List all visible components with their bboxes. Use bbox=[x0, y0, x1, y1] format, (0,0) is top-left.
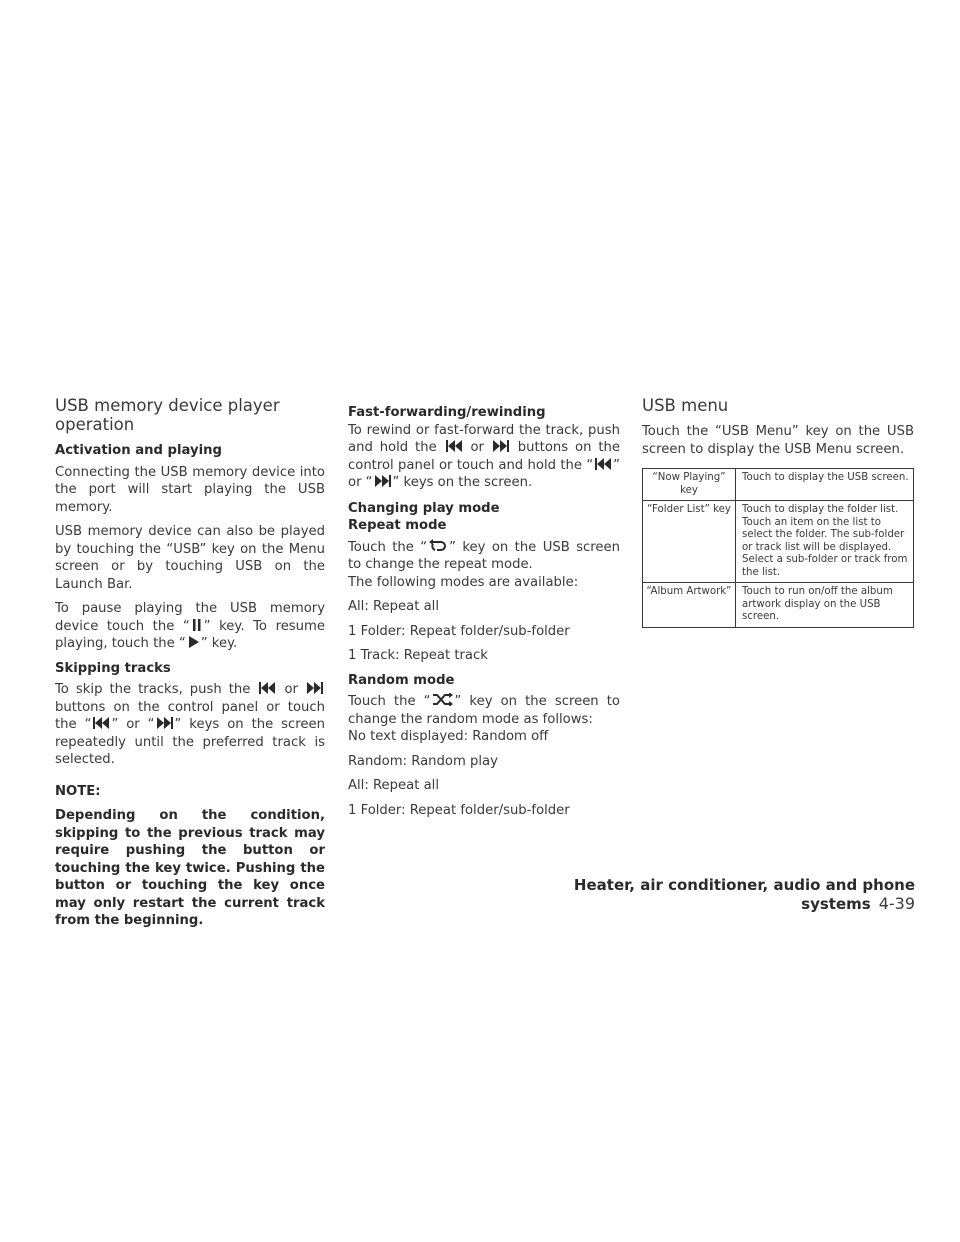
column-right bbox=[642, 396, 914, 628]
next-track-icon bbox=[375, 475, 391, 487]
table-key-cell: “Folder List” key bbox=[643, 501, 736, 583]
footer-section-title: Heater, air conditioner, audio and phone systems bbox=[573, 876, 915, 913]
random-item: All: Repeat all bbox=[348, 778, 440, 793]
previous-track-icon bbox=[446, 440, 462, 452]
page-number: 4-39 bbox=[878, 894, 915, 913]
table-row bbox=[643, 501, 914, 583]
repeat-item: All: Repeat all bbox=[348, 599, 440, 614]
next-track-icon bbox=[157, 717, 173, 729]
table-desc-cell: Touch to run on/off the album artwork display on the USB screen. bbox=[736, 583, 914, 628]
repeat-icon bbox=[429, 539, 447, 552]
table-desc-cell: Touch to display the folder list. Touch an item on the list to select the folder. The sub-folder or track list will be displayed. Select a sub-folder or track from the list. bbox=[736, 501, 914, 583]
heading-repeat-mode: Repeat mode bbox=[348, 518, 447, 533]
note-text: Depending on the condition, skipping to the previous track may require pushing the button or touching the key twice. Pushing the button or touching the key once may only restart the current track from the beginning. bbox=[55, 808, 325, 928]
repeat-item: 1 Folder: Repeat folder/sub-folder bbox=[348, 623, 570, 639]
previous-track-icon bbox=[259, 682, 275, 694]
paragraph-usb-menu: Touch the “USB Menu” key on the USB screen to display the USB Menu screen. bbox=[642, 424, 914, 457]
repeat-item: 1 Track: Repeat track bbox=[348, 648, 488, 663]
table-key-cell: “Now Playing” key bbox=[643, 469, 736, 501]
paragraph-random: Touch the “ ” key on the screen to change the random mode as follows: bbox=[348, 694, 620, 727]
paragraph-menu: USB memory device can also be played by touching the “USB” key on the Menu screen or by touching USB on the Launch Bar. bbox=[55, 524, 325, 592]
random-item: No text displayed: Random off bbox=[348, 729, 549, 744]
paragraph-pause: To pause playing the USB memory device touch the “ ” key. To resume playing, touch the “ ” key. bbox=[55, 601, 325, 651]
paragraph-fast-forward: To rewind or fast-forward the track, push and hold the or buttons on the control panel or touch and hold the “ ” or “ ” keys on the screen. bbox=[348, 422, 620, 490]
column-left bbox=[55, 396, 325, 937]
paragraph-modes-available: The following modes are available: bbox=[348, 574, 579, 590]
note-label: NOTE: bbox=[55, 783, 101, 799]
play-icon bbox=[188, 636, 199, 648]
next-track-icon bbox=[493, 440, 509, 452]
pause-icon bbox=[192, 619, 202, 631]
heading-random-mode: Random mode bbox=[348, 672, 455, 688]
heading-skipping: Skipping tracks bbox=[55, 660, 171, 676]
section-title-usb-menu: USB menu bbox=[642, 396, 729, 415]
heading-play-mode: Changing play mode bbox=[348, 500, 500, 516]
table-key-cell: “Album Artwork” bbox=[643, 583, 736, 628]
previous-track-icon bbox=[93, 717, 109, 729]
page-footer bbox=[520, 876, 915, 913]
section-title-usb-operation: USB memory device player operation bbox=[55, 396, 280, 434]
next-track-icon bbox=[307, 682, 323, 694]
paragraph-connect: Connecting the USB memory device into the port will start playing the USB memory. bbox=[55, 464, 325, 515]
heading-activation: Activation and playing bbox=[55, 443, 222, 458]
heading-fast-forward: Fast-forwarding/rewinding bbox=[348, 405, 546, 420]
table-desc-cell: Touch to display the USB screen. bbox=[736, 469, 914, 501]
shuffle-icon bbox=[433, 693, 453, 706]
table-row bbox=[643, 583, 914, 628]
table-row bbox=[643, 469, 914, 501]
column-middle bbox=[348, 404, 620, 826]
random-item: 1 Folder: Repeat folder/sub-folder bbox=[348, 802, 570, 818]
paragraph-repeat: Touch the “ ” key on the USB screen to change the repeat mode. bbox=[348, 539, 620, 572]
paragraph-skip: To skip the tracks, push the or buttons on the control panel or touch the “ ” or “ ” keys on the screen repeatedly until the preferred track is selected. bbox=[55, 682, 325, 767]
usb-menu-table bbox=[642, 468, 914, 628]
random-item: Random: Random play bbox=[348, 753, 498, 769]
previous-track-icon bbox=[595, 458, 611, 470]
